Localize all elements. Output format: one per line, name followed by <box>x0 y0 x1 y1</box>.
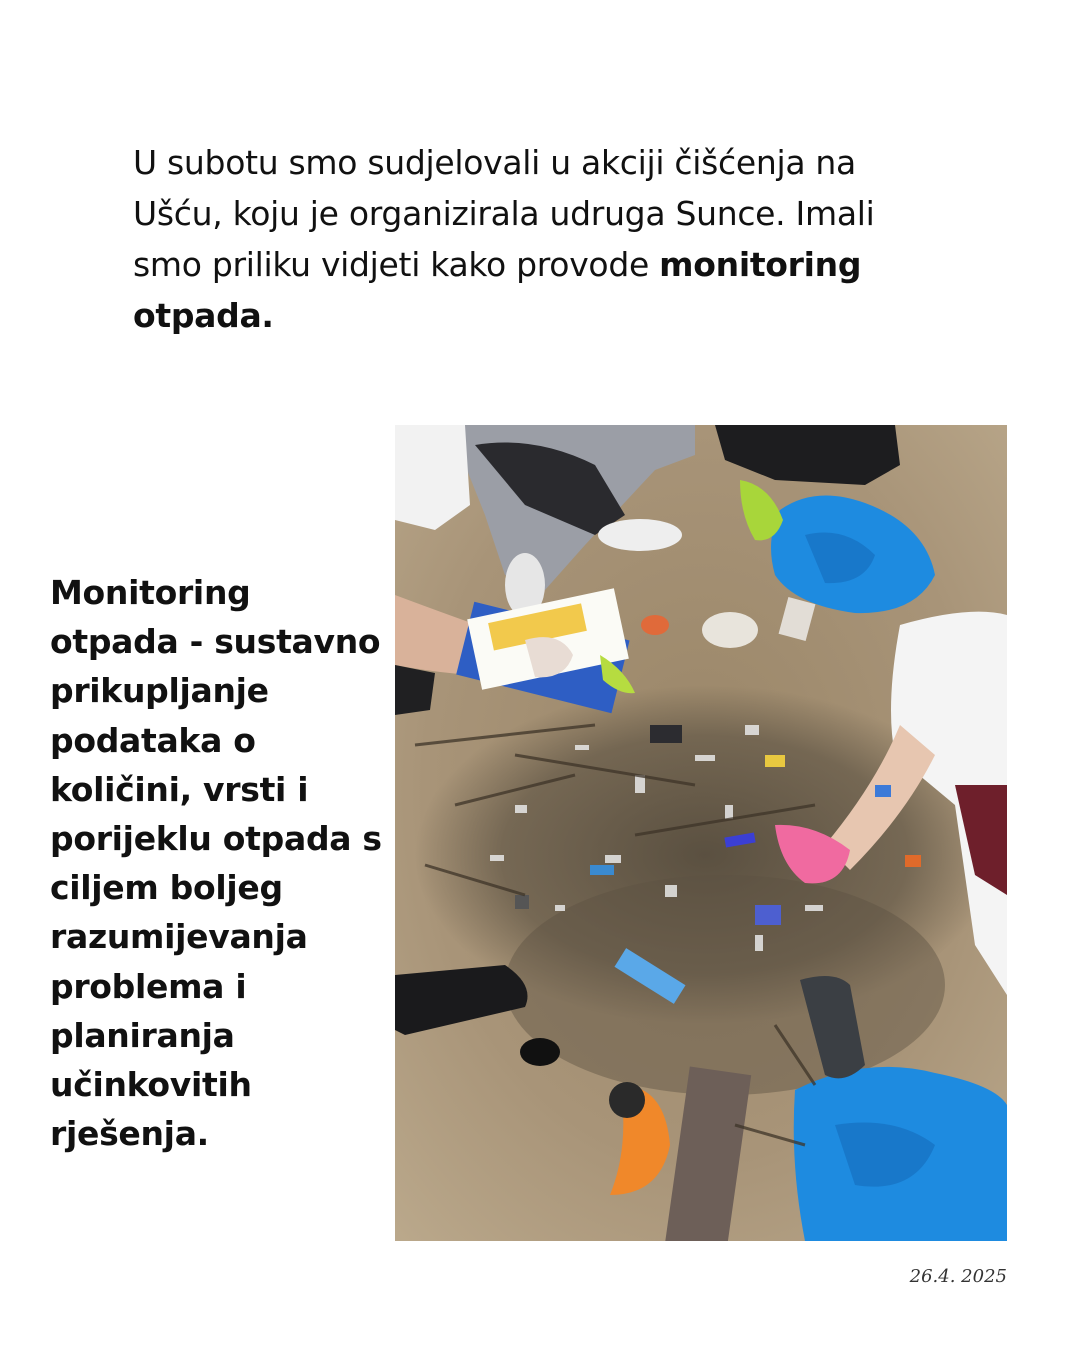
definition-text: Monitoring otpada - sustavno prikupljanje podataka o količini, vrsti i porijeklu otpada s ciljem boljeg razumijevanja problema i planiranja učinkovitih rješenja. <box>50 573 382 1154</box>
white-shoe-left <box>598 519 682 551</box>
cleanup-photo <box>395 425 1007 1241</box>
dark-disc <box>609 1082 645 1118</box>
intro-paragraph <box>133 137 933 341</box>
date-caption: 26.4. 2025 <box>909 1266 1007 1287</box>
shoe-sole-debris <box>702 612 758 648</box>
debris-area-lower <box>505 875 945 1095</box>
photo-illustration <box>395 425 1007 1241</box>
intro-bold-text: monitoring otpada. <box>133 245 862 335</box>
intro-text: U subotu smo sudjelovali u akciji čišćenja na Ušću, koju je organizirala udruga Sunce. Imali smo priliku vidjeti kako provode <box>133 143 875 284</box>
black-fragment <box>520 1038 560 1066</box>
orange-cap <box>641 615 669 635</box>
dark-sleeve <box>395 665 435 715</box>
